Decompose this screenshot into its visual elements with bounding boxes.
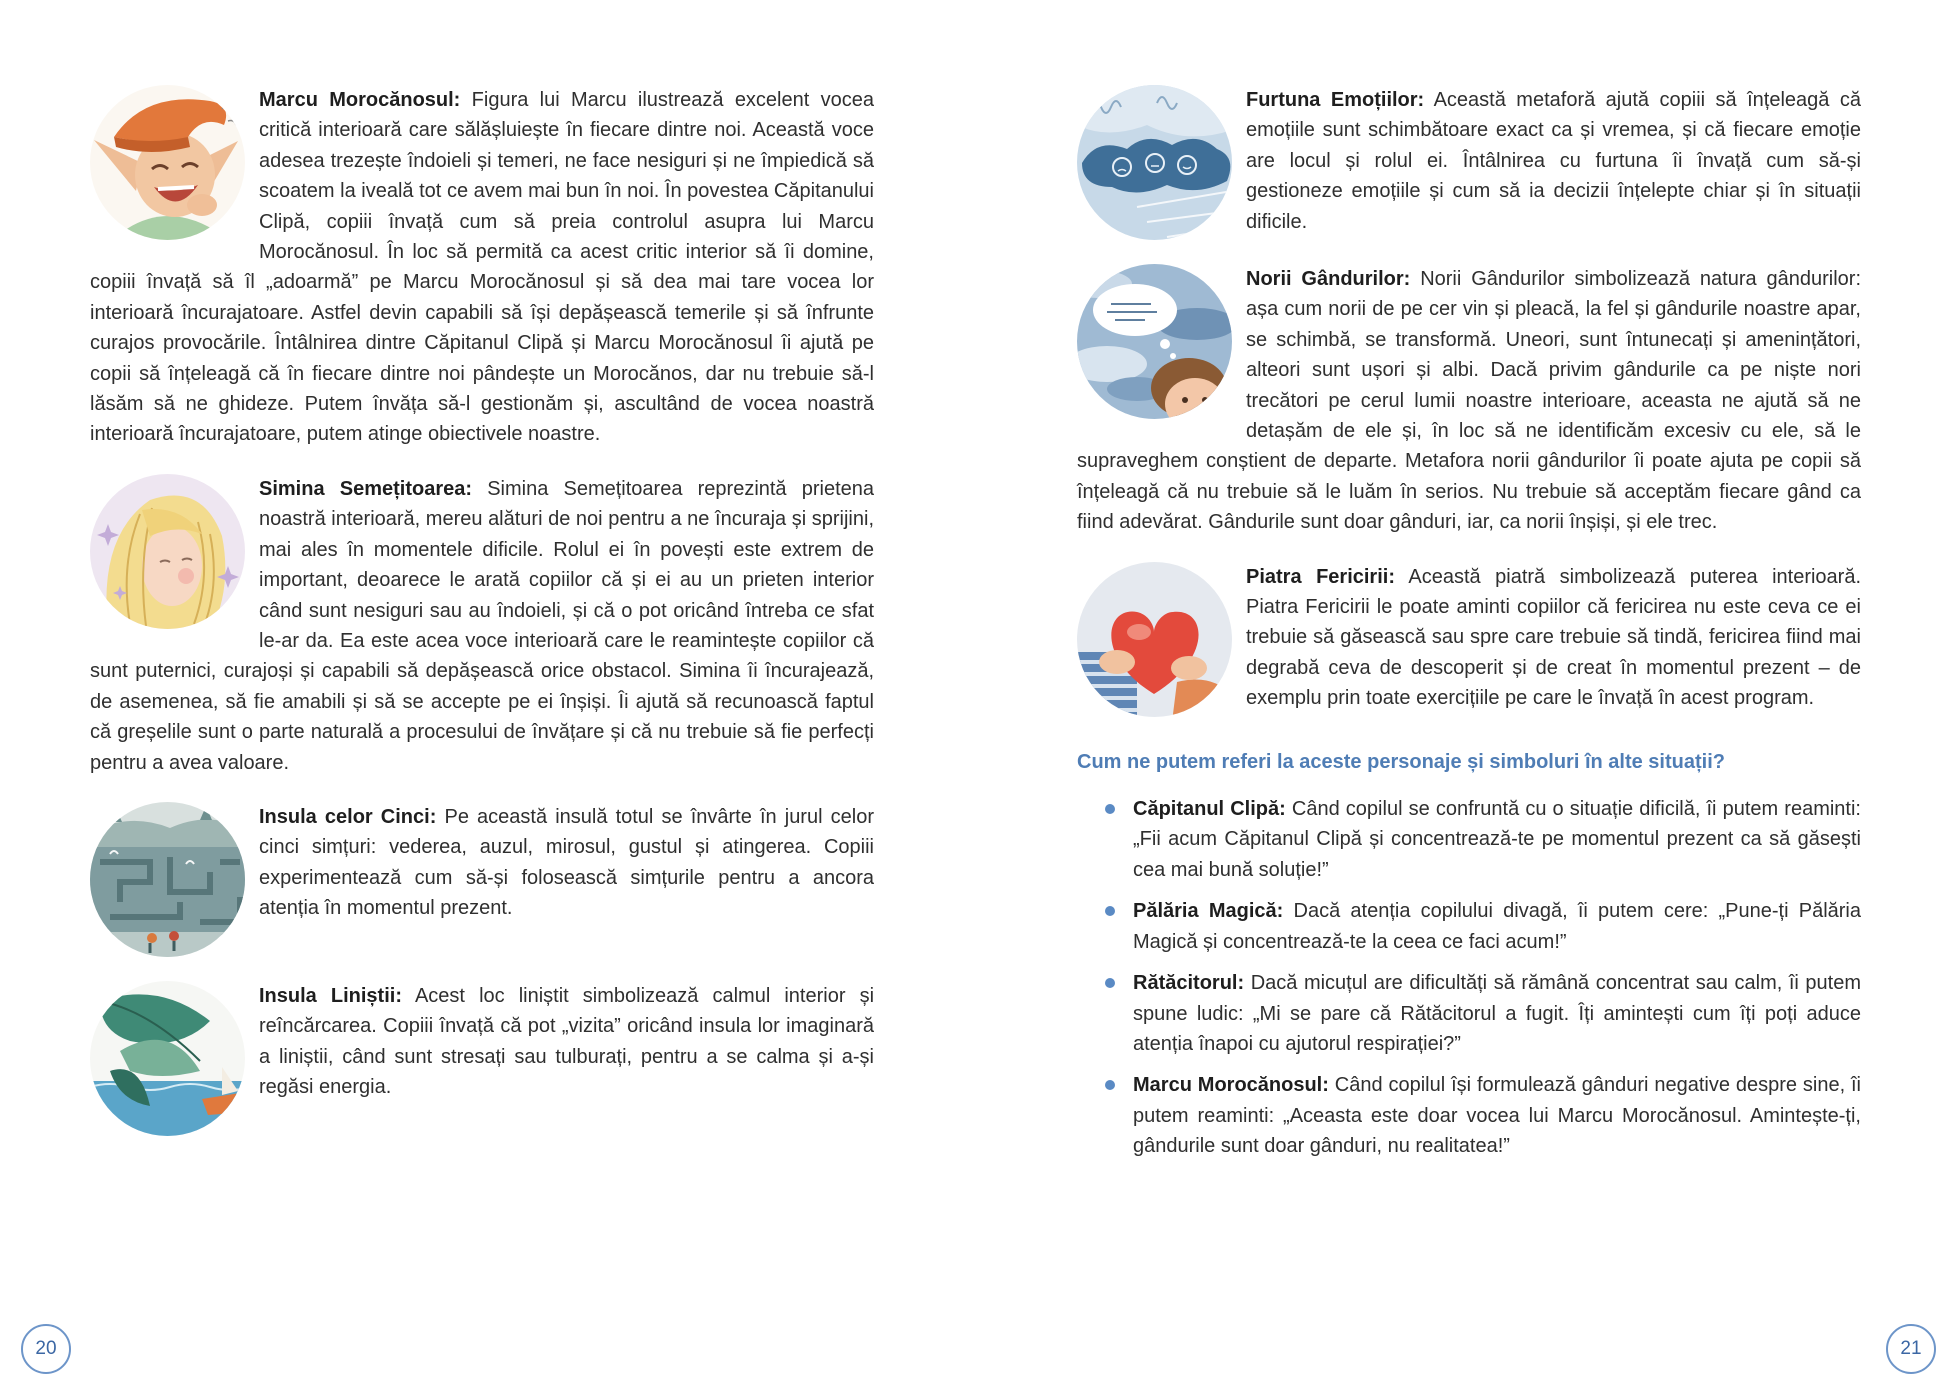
entry-title: Insula celor Cinci:	[259, 805, 437, 828]
storm-cloud-illustration	[1077, 85, 1232, 240]
page-number-right: 21	[1886, 1324, 1936, 1374]
bullet-icon	[1105, 1080, 1115, 1090]
tip-title: Rătăcitorul:	[1133, 972, 1245, 995]
calm-island-illustration	[90, 981, 245, 1136]
entry-description: Pe această insulă totul se învârte în jurul celor cinci simțuri: vederea, auzul, mirosul, gustul și atingerea. Copiii experimentează cum să-și folosească simțurile pentru a ancora atenția în momentul prezent.	[259, 805, 874, 920]
entry-norii-gandurilor	[1077, 264, 1861, 538]
left-page-column	[90, 85, 874, 1160]
entry-title: Furtuna Emoțiilor:	[1246, 89, 1425, 111]
tip-title: Marcu Morocănosul:	[1133, 1074, 1329, 1097]
illustration-wrapper	[1077, 562, 1246, 717]
entry-description: Simina Semețitoarea reprezintă prietena noastră interioară, mereu alături de noi pentru a ne încuraja și sprijini, mai ales în momentele dificile. Rolul ei în povești este extrem de important, deoarece le arată copiilor că și ei au un prieten interior când sunt nesiguri sau au îndoieli, și că o pot oricând întreba ce sfat le-ar da. Ea este acea voce interioară care le reamintește copiilor că sunt puternici, curajoși și capabili să depășească orice obstacol. Simina îi încurajează, de asemenea, să fie amabili și să se accepte pe ei înșiși. Îi ajută să recunoască faptul că greșelile sunt o parte naturală a procesului de învățare și că nu trebuie să fie perfecți pentru a avea valoare.	[90, 477, 874, 774]
illustration-wrapper	[90, 802, 259, 957]
page-number-left: 20	[21, 1324, 71, 1374]
entry-description: Acest loc liniștit simbolizează calmul interior și reîncărcarea. Copiii învață că pot „vizita” oricând insula lor imaginară a liniștii, când sunt stresați sau tulburați, pentru a se calma și a-și regăsi energia.	[259, 984, 875, 1099]
illustration-wrapper	[1077, 264, 1246, 419]
entry-insula-celor-cinci	[90, 802, 874, 957]
entry-title: Marcu Morocănosul:	[259, 89, 461, 111]
entry-furtuna-emotiilor	[1077, 85, 1861, 240]
tip-text: Când copilul se confruntă cu o situație dificilă, îi putem reaminti: „Fii acum Căpitanul Clipă și concentrează-te pe momentul prezent ca să găsești cea mai bună soluție!”	[1133, 798, 1861, 881]
entry-piatra-fericirii	[1077, 562, 1861, 717]
entry-description: Această metaforă ajută copiii să înțeleagă că emoțiile sunt schimbătoare exact ca și vremea, și că fiecare emoție are locul și rolul ei. Întâlnirea cu furtuna îi învață cum să-și gestioneze emoțiile și cum să ia decizii înțelepte chiar și în situații dificile.	[1246, 89, 1861, 233]
entry-description: Norii Gândurilor simbolizează natura gândurilor: așa cum norii de pe cer vin și pleacă, la fel și gândurile noastre apar, se schimbă, se transformă. Uneori, sunt întunecați și amenințători, alteori sunt ușori și albi. Dacă privim gândurile ca pe niște nori trecători pe cerul lumii noastre interioare, aceasta ne ajută să ne detașăm de ele și, în loc să ne identificăm excesiv cu ele, să le supraveghem conștient de departe. Metafora norii gândurilor îi poate ajuta pe copii să înțeleagă că nu trebuie să le luăm în serios. Nu trebuie să acceptăm fiecare gând ca fiind adevărat. Gândurile sunt doar gânduri, iar, ca norii înșiși, și ele trec.	[1077, 268, 1861, 534]
entry-description: Această piatră simbolizează puterea interioară. Piatra Fericirii le poate aminti copiilor că fericirea nu este ceva ce ei trebuie să găsească sau spre care trebuie să tindă, fericirea fiind mai degrabă ceva de descoperit și de creat în momentul prezent – de exemplu prin toate exercițiile pe care le învață în acest program.	[1246, 565, 1862, 710]
bullet-icon	[1105, 906, 1115, 916]
grumpy-elf-illustration	[90, 85, 245, 240]
entry-insula-linistii	[90, 981, 874, 1136]
entry-marcu-morocanosul	[90, 85, 874, 450]
entry-title: Piatra Fericirii:	[1246, 565, 1395, 588]
thought-clouds-illustration	[1077, 264, 1232, 419]
illustration-wrapper	[90, 981, 259, 1136]
entry-title: Simina Semețitoarea:	[259, 477, 473, 500]
illustration-wrapper	[90, 85, 259, 240]
tips-list	[1077, 794, 1861, 1161]
entry-title: Norii Gândurilor:	[1246, 268, 1411, 290]
list-item	[1133, 794, 1861, 885]
list-item	[1133, 968, 1861, 1059]
maze-island-illustration	[90, 802, 245, 957]
entry-description: Figura lui Marcu ilustrează excelent vocea critică interioară care sălășluiește în fiecare dintre noi. Această voce adesea trezește îndoieli și temeri, ne face nesiguri și ne împiedică să scoatem la iveală tot ce avem mai bun în noi. În povestea Căpitanului Clipă, copiii învață cum să preia controlul asupra lui Marcu Morocănosul. În loc să permită ca acest critic interior să îi domine, copiii învață să îl „adoarmă” pe Marcu Morocănosul și să dea mai tare vocea lor interioară încurajatoare. Astfel devin capabili să își depășească temerile și să înfrunte curajos provocările. Întâlnirea dintre Căpitanul Clipă și Marcu Morocănosul îi ajută pe copii să înțeleagă că în fiecare dintre noi pândește un Morocănos, dar nu trebuie să-l lăsăm să ne ghideze. Putem învăța să-l gestionăm și, ascultând de vocea noastră interioară încurajatoare, putem atinge obiectivele noastre.	[90, 89, 874, 446]
entry-title: Insula Liniștii:	[259, 984, 402, 1007]
list-item	[1133, 896, 1861, 957]
tip-text: Dacă atenția copilului divagă, îi putem cere: „Pune-ți Pălăria Magică și concentrează-te la ceea ce faci acum!”	[1133, 900, 1861, 953]
list-item	[1133, 1070, 1861, 1161]
section-heading: Cum ne putem referi la aceste personaje și simboluri în alte situații?	[1077, 750, 1725, 773]
tip-title: Căpitanul Clipă:	[1133, 798, 1286, 821]
illustration-wrapper	[90, 474, 259, 629]
tip-text: Dacă micuțul are dificultăți să rămână concentrat sau calm, îi putem spune ludic: „Mi se pare că Rătăcitorul a fugit. Îți amintești cum îți poți aduce atenția înapoi cu ajutorul respirației?”	[1133, 972, 1861, 1055]
tip-text: Când copilul își formulează gânduri negative despre sine, îi putem reaminti: „Aceasta este doar vocea lui Marcu Morocănosul. Amintește-ți, gândurile sunt doar gânduri, nu realitatea!”	[1133, 1074, 1862, 1158]
heart-stone-illustration	[1077, 562, 1232, 717]
right-page-column	[1077, 85, 1861, 1173]
blonde-girl-illustration	[90, 474, 245, 629]
bullet-icon	[1105, 804, 1115, 814]
entry-simina-semetitoarea	[90, 474, 874, 778]
tip-title: Pălăria Magică:	[1133, 900, 1284, 923]
bullet-icon	[1105, 978, 1115, 988]
illustration-wrapper	[1077, 85, 1246, 240]
